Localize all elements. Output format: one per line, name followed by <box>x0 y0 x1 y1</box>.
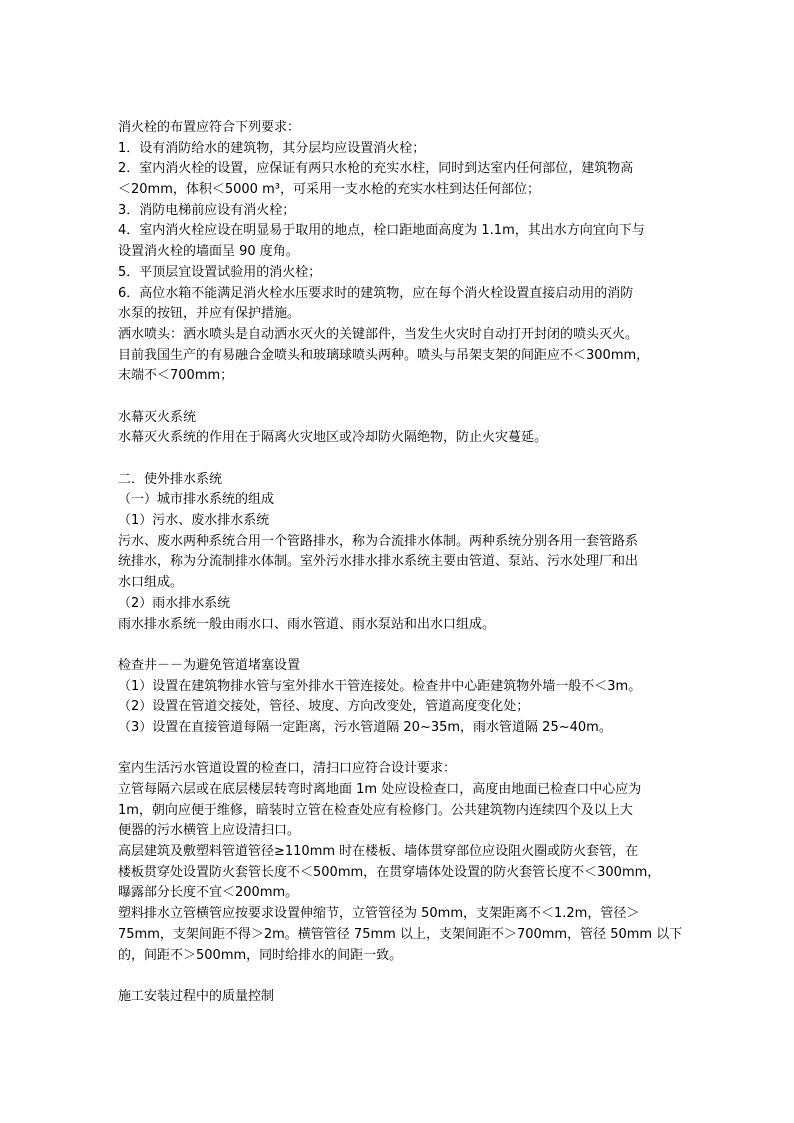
paragraph-gap <box>118 449 686 470</box>
text-line: 1．设有消防给水的建筑物，其分层均应设置消火栓； <box>118 140 426 156</box>
text-line: 高层建筑及敷塑料管道管径≥110mm 时在楼板、墙体贯穿部位应设阻火圈或防火套管，在 <box>118 844 639 860</box>
document-page <box>118 118 686 1008</box>
text-line: 水泵的按钮，并应有保护措施。 <box>118 306 301 322</box>
section-heading: 检查井－－为避免管道堵塞设置 <box>118 657 301 673</box>
text-line: 6．高位水箱不能满足消火栓水压要求时的建筑物，应在每个消火栓设置直接启动用的消防 <box>118 285 634 301</box>
text-line: 75mm，支架间距不得＞2m。横管管径 75mm 以上，支架间距不＞700mm，管径 50mm 以下 <box>118 926 683 942</box>
section-heading: 二．使外排水系统 <box>118 471 223 487</box>
drainage-system-section <box>118 470 686 636</box>
text-line: 塑料排水立管横管应按要求设置伸缩节，立管管径为 50mm，支架距离不＜1.2m，管径＞ <box>118 906 640 922</box>
indoor-sewage-section <box>118 759 686 966</box>
text-line: （1）污水、废水排水系统 <box>118 513 270 529</box>
inspection-well-section <box>118 656 686 739</box>
text-line: 统排水，称为分流制排水体制。室外污水排水排水系统主要由管道、泵站、污水处理厂和出 <box>118 554 639 570</box>
text-line: 3．消防电梯前应设有消火栓； <box>118 202 296 218</box>
text-line: 4．室内消火栓应设在明显易于取用的地点，栓口距地面高度为 1.1m，其出水方向宜向下与 <box>118 223 645 239</box>
text-line: 便器的污水横管上应设清扫口。 <box>118 823 301 839</box>
text-line: 水口组成。 <box>118 575 184 591</box>
text-line: 曝露部分长度不宜＜200mm。 <box>118 885 299 901</box>
text-line: 洒水喷头：洒水喷头是自动洒水灭火的关键部件，当发生火灾时自动打开封闭的喷头灭火。 <box>118 326 639 342</box>
text-line: 立管每隔六层或在底层楼层转弯时离地面 1m 处应设检查口，高度由地面已检查口中心应为 <box>118 782 642 797</box>
text-line: 2．室内消火栓的设置，应保证有两只水枪的充实水柱，同时到达室内任何部位，建筑物高 <box>118 161 634 177</box>
paragraph-gap <box>118 635 686 656</box>
quality-control-section <box>118 987 686 1008</box>
section-heading: 室内生活污水管道设置的检查口，清扫口应符合设计要求： <box>118 761 457 777</box>
text-line: 消火栓的布置应符合下列要求： <box>118 120 301 135</box>
text-line: （一）城市排水系统的组成 <box>118 492 275 508</box>
text-line: ＜20mm，体积＜5000 m³，可采用一支水枪的充实水柱到达任何部位； <box>118 182 540 198</box>
section-heading: 水幕灭火系统 <box>118 409 197 425</box>
text-line: 的，间距不＞500mm，同时给排水的间距一致。 <box>118 947 403 963</box>
text-line: （2）雨水排水系统 <box>118 595 231 611</box>
text-line: （3）设置在直接管道每隔一定距离，污水管道隔 20~35m，雨水管道隔 25~40m。 <box>118 719 612 735</box>
text-line: 1m，朝向应便于维修，暗装时立管在检查处应有检修门。公共建筑物内连续四个及以上大 <box>118 802 633 818</box>
fire-hydrant-section <box>118 118 686 387</box>
text-line: 楼板贯穿处设置防火套管长度不＜500mm，在贯穿墙体处设置的防火套管长度不＜300mm， <box>118 864 661 880</box>
paragraph-gap <box>118 739 686 760</box>
text-line: 末端不＜700mm； <box>118 368 234 384</box>
text-line: 雨水排水系统一般由雨水口、雨水管道、雨水泵站和出水口组成。 <box>118 616 496 632</box>
text-line: 水幕灭火系统的作用在于隔离火灾地区或冷却防火隔绝物，防止火灾蔓延。 <box>118 430 548 446</box>
text-line: 目前我国生产的有易融合金喷头和玻璃球喷头两种。喷头与吊架支架的间距应不＜300mm， <box>118 347 650 363</box>
text-line: （1）设置在建筑物排水管与室外排水干管连接处。检查井中心距建筑物外墙一般不＜3m。 <box>118 678 642 694</box>
text-line: 5．平顶层宜设置试验用的消火栓； <box>118 264 322 280</box>
paragraph-gap <box>118 387 686 408</box>
text-line: 污水、废水两种系统合用一个管路排水，称为合流排水体制。两种系统分别各用一套管路系 <box>118 533 639 549</box>
paragraph-gap <box>118 966 686 987</box>
section-heading: 施工安装过程中的质量控制 <box>118 988 275 1004</box>
text-line: 设置消火栓的墙面呈 90 度角。 <box>118 244 299 260</box>
text-line: （2）设置在管道交接处，管径、坡度、方向改变处，管道高度变化处； <box>118 699 530 715</box>
water-curtain-section <box>118 408 686 449</box>
